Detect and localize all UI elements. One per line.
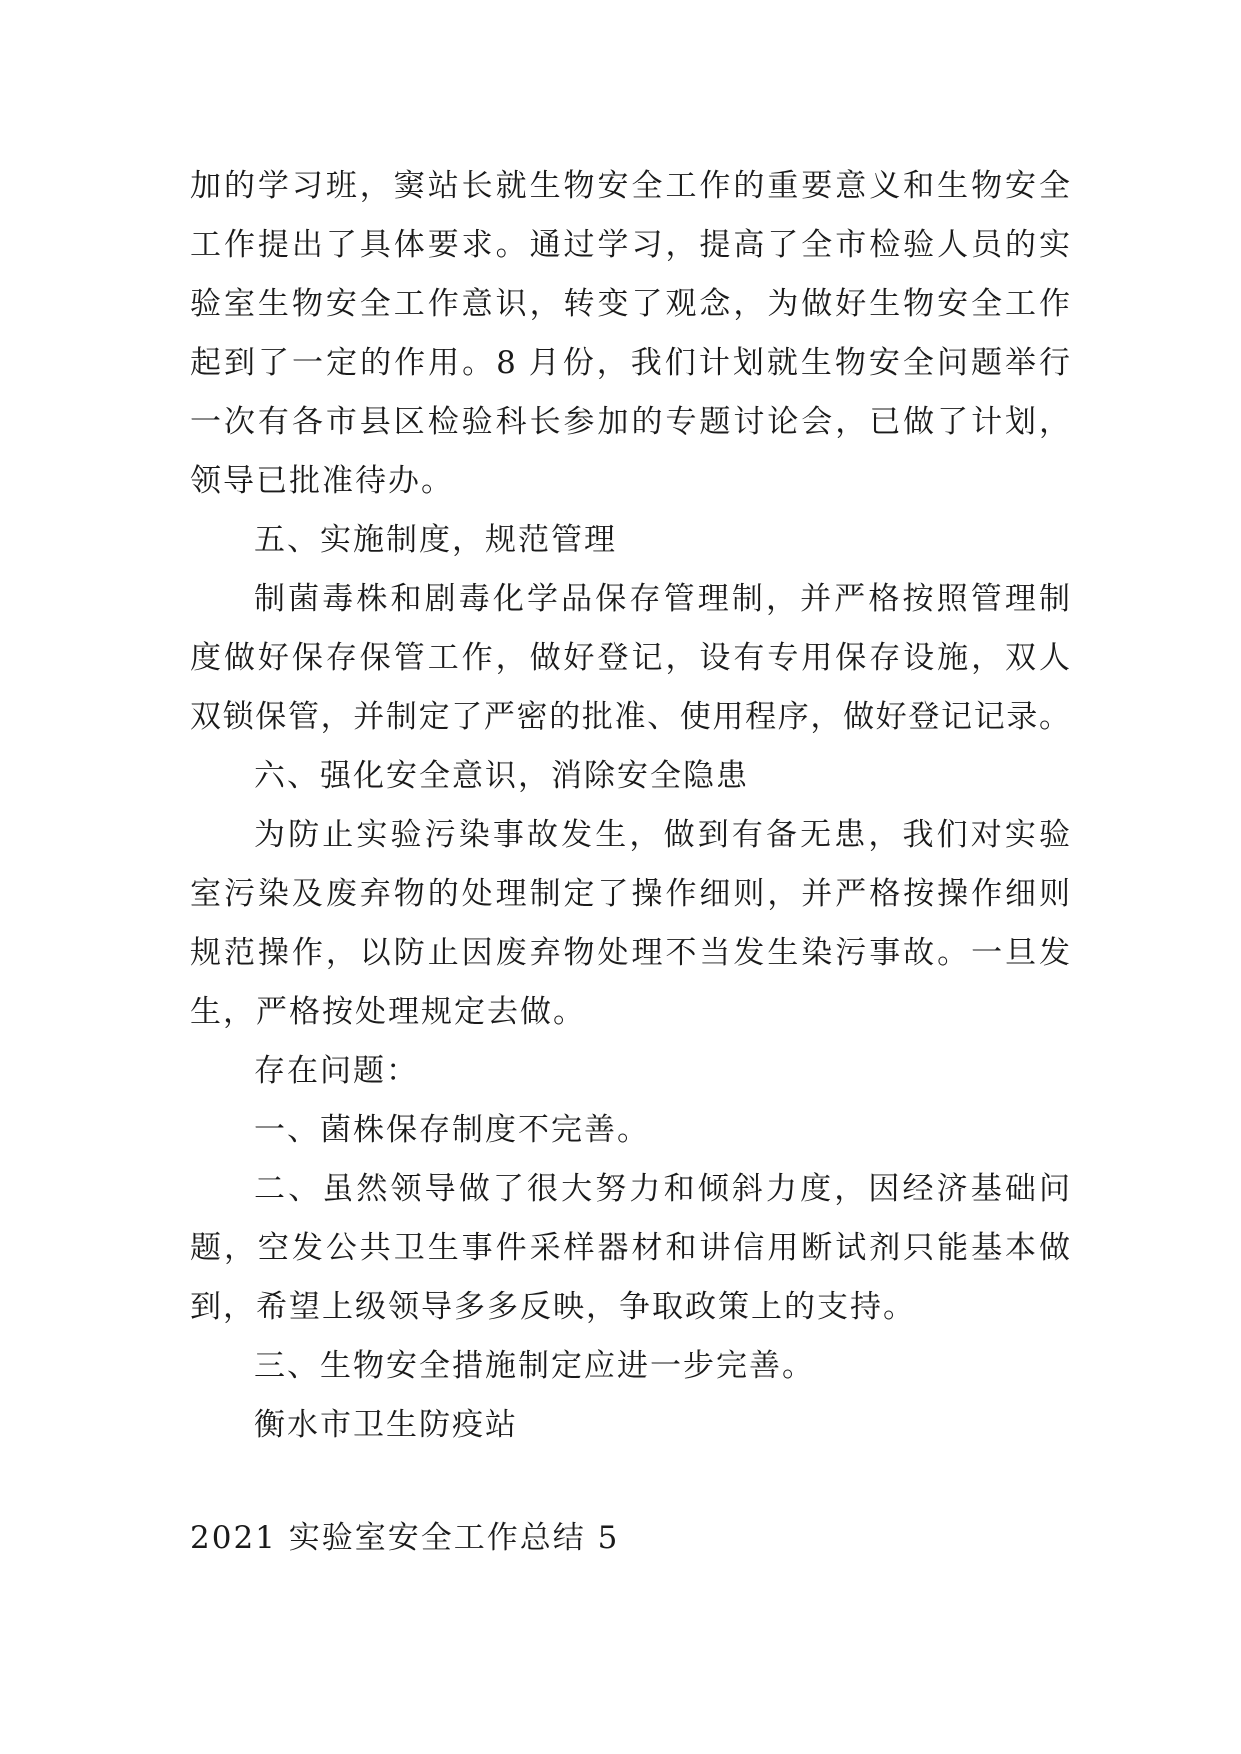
paragraph-line: 室污染及废弃物的处理制定了操作细则，并严格按操作细则 [190,876,1070,912]
paragraph-line: 一次有各市县区检验科长参加的专题讨论会，已做了计划， [190,404,1070,440]
problems-heading: 存在问题： [254,1053,419,1089]
section-heading: 六、强化安全意识，消除安全隐患 [254,758,749,794]
paragraph-line: 为防止实验污染事故发生，做到有备无患，我们对实验 [254,817,1070,853]
paragraph-line: 双锁保管，并制定了严密的批准、使用程序，做好登记记录。 [190,699,1070,735]
paragraph-line: 工作提出了具体要求。通过学习，提高了全市检验人员的实 [190,227,1070,263]
paragraph-line: 规范操作，以防止因废弃物处理不当发生染污事故。一旦发 [190,935,1070,971]
next-article-title: 2021 实验室安全工作总结 5 [190,1520,620,1556]
problem-item: 一、菌株保存制度不完善。 [254,1112,650,1148]
paragraph-line: 验室生物安全工作意识，转变了观念，为做好生物安全工作 [190,286,1070,322]
paragraph-line: 题，空发公共卫生事件采样器材和讲信用断试剂只能基本做 [190,1230,1070,1266]
section-heading: 五、实施制度，规范管理 [254,522,617,558]
paragraph-line: 加的学习班，窦站长就生物安全工作的重要意义和生物安全 [190,168,1070,204]
paragraph-line: 制菌毒株和剧毒化学品保存管理制，并严格按照管理制 [254,581,1070,617]
problem-item: 三、生物安全措施制定应进一步完善。 [254,1348,815,1384]
paragraph-line: 生，严格按处理规定去做。 [190,994,586,1030]
signature: 衡水市卫生防疫站 [254,1407,518,1443]
paragraph-line: 领导已批准待办。 [190,463,454,499]
paragraph-line: 起到了一定的作用。8 月份，我们计划就生物安全问题举行 [190,345,1070,381]
paragraph-line: 度做好保存保管工作，做好登记，设有专用保存设施，双人 [190,640,1070,676]
paragraph-line: 到，希望上级领导多多反映，争取政策上的支持。 [190,1289,916,1325]
problem-item: 二、虽然领导做了很大努力和倾斜力度，因经济基础问 [254,1171,1070,1207]
